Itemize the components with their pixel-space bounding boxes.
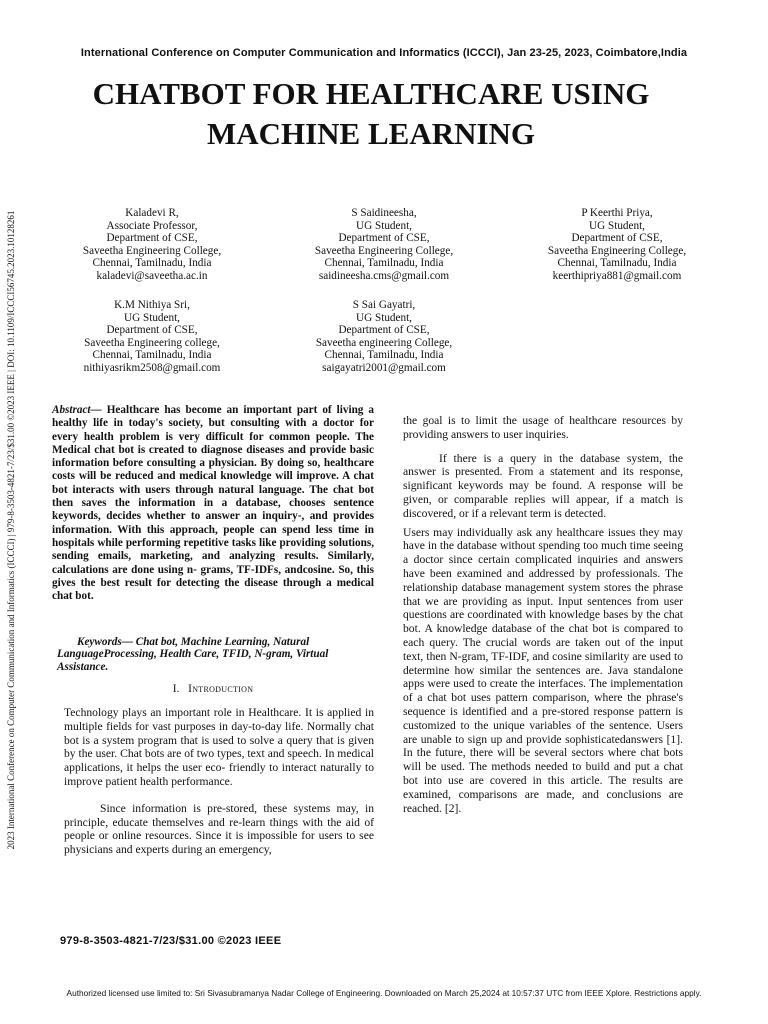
section-title: Introduction [188,683,254,695]
right-column-body [403,414,683,815]
author-name: K.M Nithiya Sri, [114,299,190,311]
author-dept: Department of CSE, [338,232,430,245]
license-footer: Authorized licensed use limited to: Sri Sivasubramanya Nadar College of Engineering. Downloaded on March 25,2024 at 10:57:37 UTC from IEEE Xplore. Restrictions apply. [66,988,702,998]
title-line-2: MACHINE LEARNING [206,116,536,151]
author-block-2 [302,207,466,283]
author-block-3 [535,207,699,283]
author-college: Saveetha engineering College, [315,336,453,349]
author-city: Chennai, Tamilnadu, India [557,257,677,270]
author-college: Saveetha Engineering college, [84,336,220,349]
author-name: S Saidineesha, [351,207,417,219]
author-city: Chennai, Tamilnadu, India [92,257,212,270]
keywords-label: Keywords— [77,636,133,648]
author-role: UG Student, [589,219,645,232]
title-line-1: CHATBOT FOR HEALTHCARE USING [92,76,650,111]
author-dept: Department of CSE, [338,324,430,337]
author-dept: Department of CSE, [571,232,663,245]
keywords-text: Chat bot, Machine Learning, Natural LanguageProcessing, Health Care, TFID, N-gram, Virtual Assistance. [57,636,329,673]
author-email: saidineesha.cms@gmail.com [318,269,450,282]
author-email: keerthipriya881@gmail.com [552,269,682,282]
paper-title [0,74,742,154]
author-email: kaladevi@saveetha.ac.in [96,269,208,282]
conference-header: International Conference on Computer Communication and Informatics (ICCCI), Jan 23-25, 2023, Coimbatore,India [80,47,688,59]
author-college: Saveetha Engineering College, [82,244,222,257]
author-college: Saveetha Engineering College, [547,244,687,257]
author-role: UG Student, [356,219,412,232]
section-number: I. [172,683,180,695]
author-block-4 [70,299,234,375]
author-name: P Keerthi Priya, [581,207,653,219]
author-dept: Department of CSE, [106,232,198,245]
author-block-1 [70,207,234,283]
abstract-text: Healthcare has become an important part of living a healthy life in today's society, but consulting with a doctor for every health problem is very difficult for common people. The Medical chat bot is created to diagnose diseases and provide basic information before consulting a physician. By doing so, healthcare costs will be reduced and medical knowledge will improve. A chat bot interacts with users through natural language. The chat bot then saves the information in a database, chooses sentence keywords, decides whether to answer an inquiry-, and provides information. With this approach, people can spend less time in hospitals while performing repetitive tasks like providing solutions, sending emails, marketing, and analyzing results. Similarly, calculations are done using n- grams, TF-IDFs, andcosine. So, this gives the best result for detecting the disease through a medical chat bot. [52,404,374,603]
author-city: Chennai, Tamilnadu, India [92,349,212,362]
author-email: saigayatri2001@gmail.com [322,361,446,374]
author-role: Associate Professor, [106,219,198,232]
abstract [52,404,374,603]
paragraph: Technology plays an important role in Healthcare. It is applied in multiple fields for vast purposes in day-to-day life. Normally chat bot is a system program that is used to solve a query that is given by the user. Chat bots are of two types, text and speech. In medical applications, it helps the user eco- friendly to interact naturally to improve patient health performance. [64,706,374,788]
author-name: Kaladevi R, [125,207,179,219]
left-column-body [64,706,374,857]
doi-side-note [6,200,24,860]
paragraph: Users may individually ask any healthcare issues they may have in the database without spending too much time seeing a doctor since certain complicated inquiries and answers have been examined and addressed by professionals. The relationship database management system stores the phrase that we are providing as input. Input sentences from user questions are coordinated with knowledge bases by the chat bot. A knowledge database of the chat bot is compared to each query. The crucial words are taken out of the input text, then N-gram, TF-IDF, and cosine similarity are used to determine how similar the sentences are. Java standalone apps were used to create the interfaces. The implementation of a chat bot uses pattern comparison, where the phrase's sequence is identified and a pre-stored response pattern is customized to the unique variables of the sentence. Users are unable to sign up and provide sophisticatedanswers [1]. In the future, there will be several sectors where chat bots will be used. The methods needed to build and put a chat bot into use are covered in this article. The results are examined, comparisons are made, and conclusions are reached. [2]. [403,525,683,815]
author-name: S Sai Gayatri, [352,299,416,311]
author-dept: Department of CSE, [106,324,198,337]
author-role: UG Student, [356,311,412,324]
paragraph: Since information is pre-stored, these systems may, in principle, educate themselves and re-learn things with the aid of people or online resources. Since it is impossible for users to see physicians and experts during an emergency, [64,801,374,857]
doi-side-note-text: 2023 International Conference on Computer Communication and Informatics (ICCCI) | 979-8-3503-4821-7/23/$31.00 ©2023 IEEE | DOI: 10.1109/ICCCI56745.2023.10128261 [6,210,16,850]
author-email: nithiyasrikm2508@gmail.com [83,361,221,374]
author-city: Chennai, Tamilnadu, India [324,349,444,362]
section-heading [52,683,374,695]
author-city: Chennai, Tamilnadu, India [324,257,444,270]
paragraph: the goal is to limit the usage of healthcare resources by providing answers to user inquiries. [403,414,683,441]
paragraph: If there is a query in the database system, the answer is presented. From a statement and its response, significant keywords may be found. A response will be given, or comparable replies will appear, if a match is discovered, or if a relevant term is detected. [403,451,683,520]
author-block-5 [302,299,466,375]
isbn-line: 979-8-3503-4821-7/23/$31.00 ©2023 IEEE [60,935,282,947]
author-role: UG Student, [124,311,180,324]
keywords [57,636,374,673]
abstract-label: Abstract— [52,404,102,416]
author-college: Saveetha Engineering College, [314,244,454,257]
